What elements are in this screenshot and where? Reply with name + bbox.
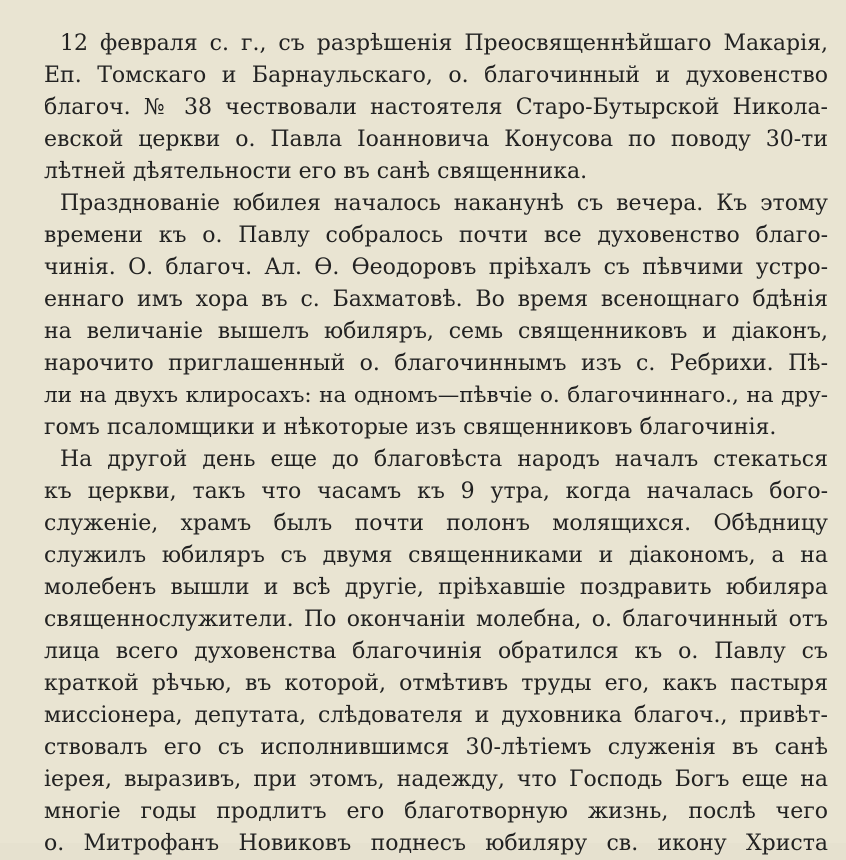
text-line-12: ли на двухъ клиросахъ: на одномъ—пѣвчіе о. благочиннаго., на дру- <box>44 383 828 408</box>
text-line-5: лѣтней дѣятельности его въ санѣ священника. <box>44 159 588 184</box>
text-line-11: нарочито приглашенный о. благочиннымъ изъ с. Ребрихи. Пѣ- <box>44 351 828 376</box>
text-line-22: миссіонера, депутата, слѣдователя и духовника благоч., привѣт- <box>44 703 828 728</box>
text-line-19: священнослужители. По окончаніи молебна, о. благочинный отъ <box>44 607 828 632</box>
text-line-10: на величаніе вышелъ юбиляръ, семь священниковъ и діаконъ, <box>44 319 828 344</box>
text-line-9: еннаго имъ хора въ с. Бахматовѣ. Во время всенощнаго бдѣнія <box>44 287 828 312</box>
text-line-17: служилъ юбиляръ съ двумя священниками и діакономъ, а на <box>44 543 828 568</box>
text-line-4: евской церкви о. Павла Іоанновича Конусова по поводу 30-ти <box>44 127 828 152</box>
text-line-6: Празднованіе юбилея началось наканунѣ съ вечера. Къ этому <box>60 191 828 216</box>
text-line-21: краткой рѣчью, въ которой, отмѣтивъ труды его, какъ пастыря <box>44 671 828 696</box>
text-line-16: служеніе, храмъ былъ почти полонъ молящихся. Обѣдницу <box>44 511 828 536</box>
text-line-2: Еп. Томскаго и Барнаульскаго, о. благочинный и духовенство <box>44 63 828 88</box>
text-line-25: многіе годы продлитъ его благотворную жизнь, послѣ чего <box>44 799 828 824</box>
text-line-23: ствовалъ его съ исполнившимся 30-лѣтіемъ служенія въ санѣ <box>44 735 828 760</box>
text-line-7: времени къ о. Павлу собралось почти все духовенство благо- <box>44 223 828 248</box>
text-line-3: благоч. № 38 чествовали настоятеля Старо-Бутырской Никола- <box>44 95 828 120</box>
text-line-8: чинія. О. благоч. Ал. Ѳ. Ѳеодоровъ пріѣхалъ съ пѣвчими устро- <box>44 255 828 280</box>
text-line-1: 12 февраля с. г., съ разрѣшенія Преосвященнѣйшаго Макарія, <box>60 31 828 56</box>
text-line-14: На другой день еще до благовѣста народъ началъ стекаться <box>60 447 828 472</box>
text-line-18: молебенъ вышли и всѣ другіе, пріѣхавшіе поздравить юбиляра <box>44 575 828 600</box>
article-text <box>44 28 828 860</box>
text-line-24: іерея, выразивъ, при этомъ, надежду, что Господь Богъ еще на <box>44 767 828 792</box>
text-line-13: гомъ псаломщики и нѣкоторые изъ священниковъ благочинія. <box>44 415 777 440</box>
text-line-20: лица всего духовенства благочинія обратился къ о. Павлу съ <box>44 639 828 664</box>
text-line-15: къ церкви, такъ что часамъ къ 9 утра, когда началась бого- <box>44 479 828 504</box>
text-line-26: о. Митрофанъ Новиковъ поднесъ юбиляру св. икону Христа <box>44 831 828 856</box>
